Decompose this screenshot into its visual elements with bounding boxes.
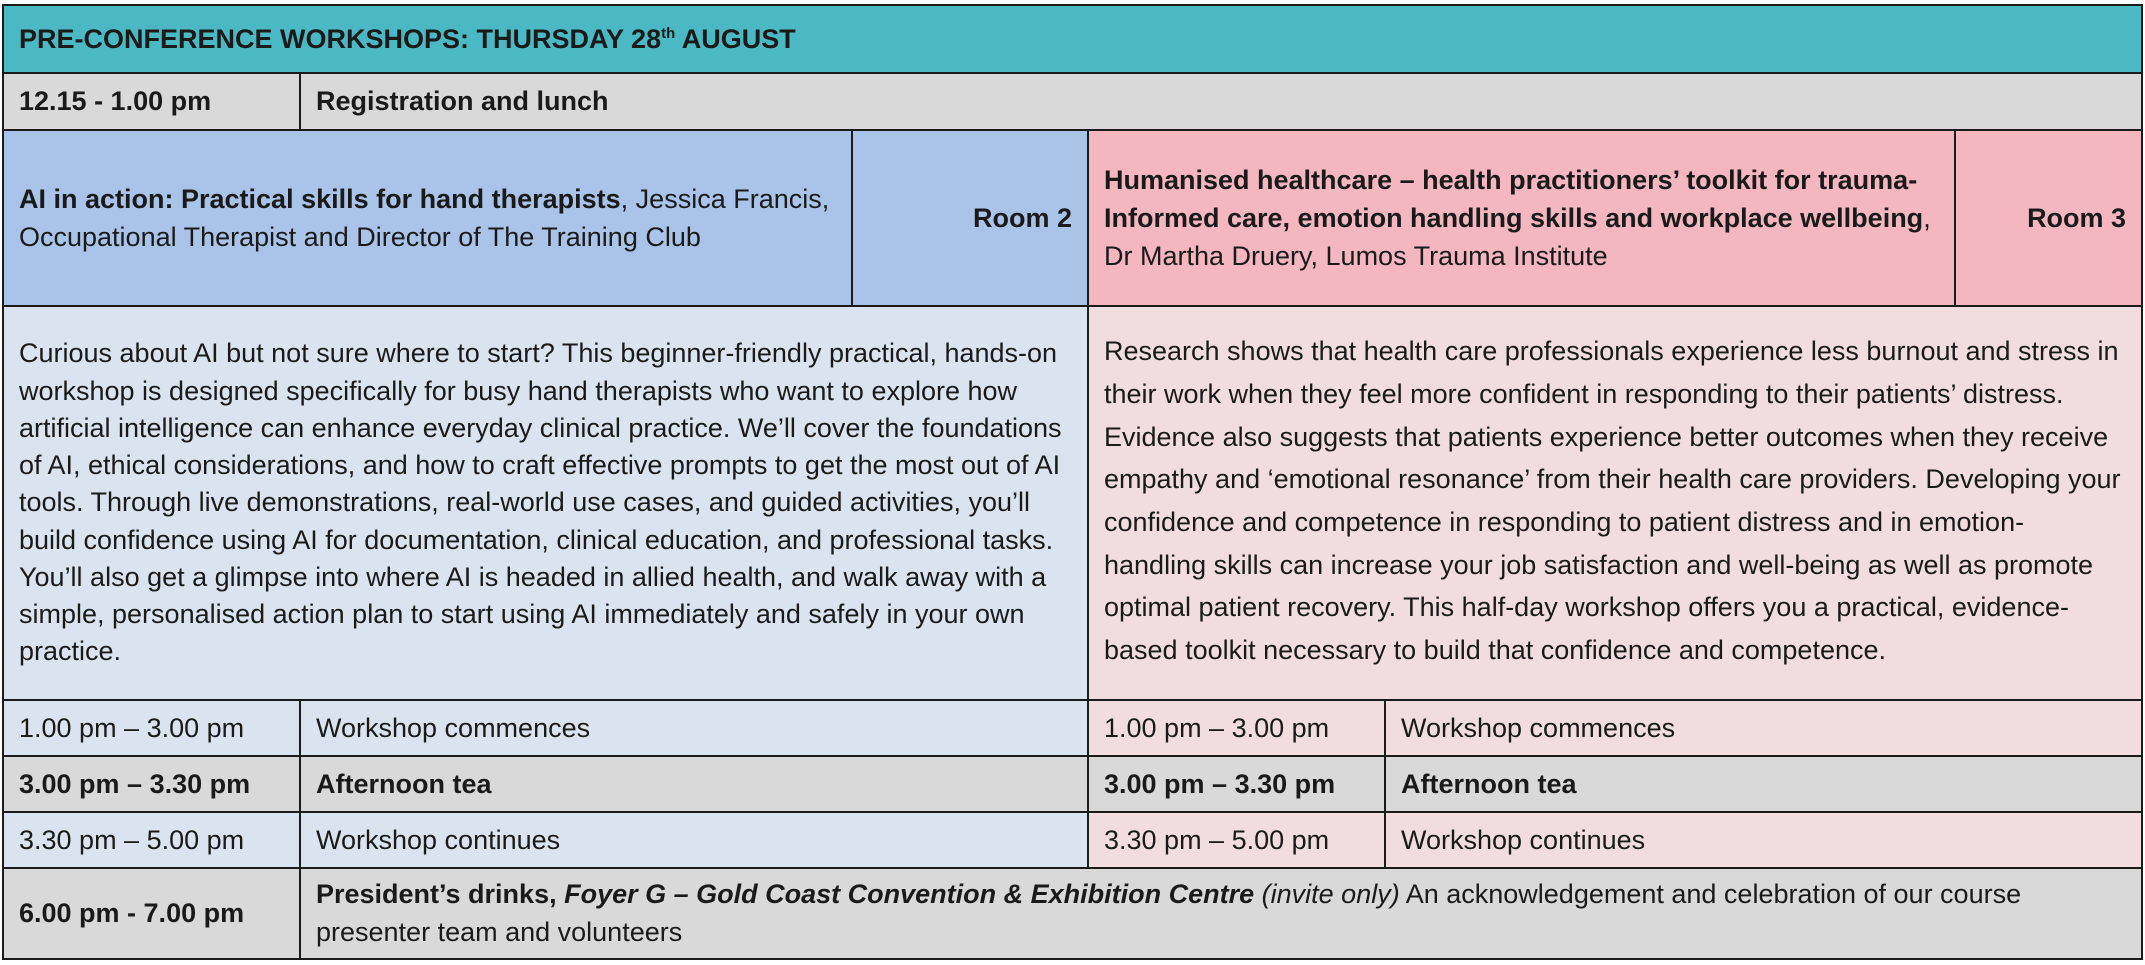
presidents-drinks-note: (invite only) [1254, 879, 1400, 909]
page-title [3, 5, 2142, 73]
left-slot-3-time: 3.30 pm – 5.00 pm [3, 812, 300, 868]
schedule-table [2, 4, 2143, 960]
right-slot-3-label: Workshop continues [1385, 812, 2142, 868]
presidents-drinks-time: 6.00 pm - 7.00 pm [3, 868, 300, 959]
workshop-right-title: Humanised healthcare – health practitioners’ toolkit for trauma-Informed care, emotion handling skills and workplace wellbeing [1104, 164, 1924, 233]
workshop-description-row [3, 306, 2142, 700]
schedule-row-2 [3, 756, 2142, 812]
workshop-left-title: AI in action: Practical skills for hand therapists [19, 183, 621, 214]
workshop-left-heading [3, 130, 852, 306]
left-slot-1-time: 1.00 pm – 3.00 pm [3, 700, 300, 756]
workshop-right-heading [1088, 130, 1955, 306]
workshop-right-presenter: , Dr Martha Druery, Lumos Trauma Institute [1104, 202, 1931, 272]
registration-label: Registration and lunch [300, 73, 2142, 130]
right-slot-1-time: 1.00 pm – 3.00 pm [1088, 700, 1385, 756]
workshop-schedule [2, 4, 2141, 960]
workshop-title-row [3, 130, 2142, 306]
left-slot-2-time: 3.00 pm – 3.30 pm [3, 756, 300, 812]
workshop-right-description: Research shows that health care professionals experience less burnout and stress in their work when they feel more confident in responding to their patients’ distress. Evidence also suggests that patients experience better outcomes when they receive empathy and ‘emotional resonance’ from their health care providers. Developing your confidence and competence in responding to patient distress and in emotion-handling skills can increase your job satisfaction and well-being as well as promote optimal patient recovery. This half-day workshop offers you a practical, evidence-based toolkit necessary to build that confidence and competence. [1088, 306, 2142, 700]
workshop-left-presenter: , Jessica Francis, Occupational Therapist and Director of The Training Club [19, 183, 830, 252]
left-slot-3-label: Workshop continues [300, 812, 1088, 868]
left-slot-1-label: Workshop commences [300, 700, 1088, 756]
workshop-left-description: Curious about AI but not sure where to start? This beginner-friendly practical, hands-on workshop is designed specifically for busy hand therapists who want to explore how artificial intelligence can enhance everyday clinical practice. We’ll cover the foundations of AI, ethical considerations, and how to craft effective prompts to get the most out of AI tools. Through live demonstrations, real-world use cases, and guided activities, you’ll build confidence using AI for documentation, clinical education, and professional tasks. You’ll also get a glimpse into where AI is headed in allied health, and walk away with a simple, personalised action plan to start using AI immediately and safely in your own practice. [3, 306, 1088, 700]
workshop-right-room: Room 3 [1955, 130, 2142, 306]
registration-row [3, 73, 2142, 130]
title-prefix: PRE-CONFERENCE WORKSHOPS: THURSDAY 28 [19, 23, 662, 54]
header-row [3, 5, 2142, 73]
workshop-left-room: Room 2 [852, 130, 1088, 306]
right-slot-2-time: 3.00 pm – 3.30 pm [1088, 756, 1385, 812]
right-slot-3-time: 3.30 pm – 5.00 pm [1088, 812, 1385, 868]
presidents-drinks-description: An acknowledgement and celebration of our course presenter team and volunteers [316, 879, 2022, 948]
presidents-drinks-row [3, 868, 2142, 959]
right-slot-2-label: Afternoon tea [1385, 756, 2142, 812]
presidents-drinks-title: President’s drinks, [316, 879, 565, 909]
left-slot-2-label: Afternoon tea [300, 756, 1088, 812]
presidents-drinks-details [300, 868, 2142, 959]
title-superscript: th [661, 24, 676, 42]
schedule-row-3 [3, 812, 2142, 868]
right-slot-1-label: Workshop commences [1385, 700, 2142, 756]
presidents-drinks-venue: Foyer G – Gold Coast Convention & Exhibition Centre [564, 879, 1255, 909]
registration-time: 12.15 - 1.00 pm [3, 73, 300, 130]
title-suffix: AUGUST [675, 23, 796, 54]
schedule-row-1 [3, 700, 2142, 756]
